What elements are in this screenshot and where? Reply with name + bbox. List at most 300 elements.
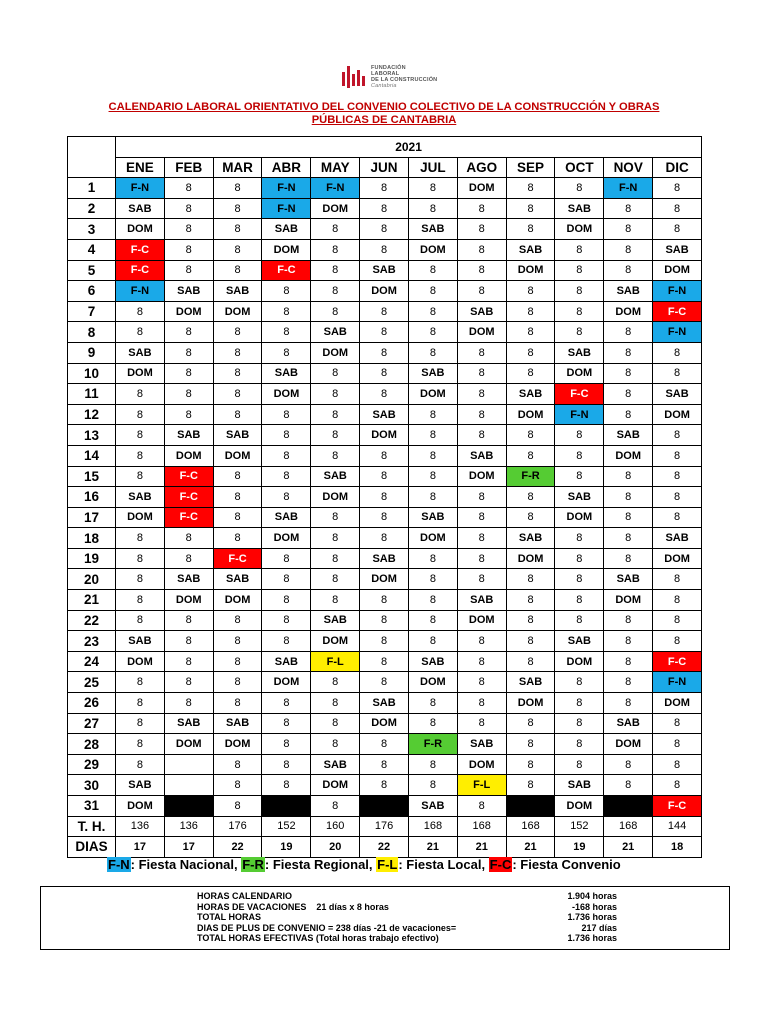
day-cell: 8 <box>408 548 457 569</box>
day-cell: 8 <box>457 219 506 240</box>
day-cell: 8 <box>506 713 555 734</box>
day-cell: DOM <box>408 672 457 693</box>
day-cell: 8 <box>604 672 653 693</box>
day-cell: 8 <box>408 754 457 775</box>
day-row <box>68 734 702 755</box>
day-cell: 8 <box>262 425 311 446</box>
day-cell: 8 <box>653 445 702 466</box>
day-cell: 8 <box>457 487 506 508</box>
day-cell: F-N <box>262 198 311 219</box>
day-row <box>68 548 702 569</box>
day-cell: 8 <box>506 487 555 508</box>
day-cell: 8 <box>213 651 262 672</box>
day-cell: F-C <box>116 260 165 281</box>
total-hours-row-value: 168 <box>604 816 653 837</box>
day-cell: 8 <box>604 775 653 796</box>
day-cell: 8 <box>457 507 506 528</box>
day-cell: 8 <box>116 610 165 631</box>
day-cell: SAB <box>506 239 555 260</box>
day-cell: 8 <box>506 754 555 775</box>
day-cell: 8 <box>604 631 653 652</box>
legend-code-f-c: F-C <box>489 857 512 872</box>
day-cell: F-C <box>164 487 213 508</box>
day-cell: 8 <box>408 198 457 219</box>
day-cell: 8 <box>457 672 506 693</box>
logo-line-4: Cantabria <box>371 83 397 89</box>
month-header-abr: ABR <box>262 157 311 178</box>
month-header-oct: OCT <box>555 157 604 178</box>
day-cell: 8 <box>506 507 555 528</box>
day-cell: 8 <box>213 610 262 631</box>
legend <box>107 857 621 872</box>
day-cell: F-N <box>653 672 702 693</box>
legend-code-f-r: F-R <box>242 857 264 872</box>
day-cell: 8 <box>506 425 555 446</box>
day-cell: 8 <box>604 466 653 487</box>
day-cell: 8 <box>213 404 262 425</box>
day-cell: 8 <box>311 445 360 466</box>
day-cell: 8 <box>506 445 555 466</box>
title-line-2: PÚBLICAS DE CANTABRIA <box>311 114 457 126</box>
day-cell: 8 <box>213 342 262 363</box>
day-cell: 8 <box>164 651 213 672</box>
month-header-nov: NOV <box>604 157 653 178</box>
day-cell: SAB <box>360 404 409 425</box>
day-cell: 8 <box>116 734 165 755</box>
day-cell: 8 <box>164 363 213 384</box>
day-cell: 8 <box>604 754 653 775</box>
day-cell: 8 <box>555 528 604 549</box>
day-cell: 8 <box>604 239 653 260</box>
day-row <box>68 404 702 425</box>
day-cell: 8 <box>164 672 213 693</box>
day-row <box>68 198 702 219</box>
day-row <box>68 322 702 343</box>
work-days-row-value: 17 <box>116 837 165 858</box>
total-hours-row-value: 136 <box>116 816 165 837</box>
day-cell: F-C <box>653 651 702 672</box>
work-days-row-value: 20 <box>311 837 360 858</box>
logo-line-1: FUNDACIÓN <box>371 65 406 71</box>
day-cell: 8 <box>164 404 213 425</box>
day-cell: 8 <box>457 631 506 652</box>
day-cell: F-N <box>116 281 165 302</box>
month-header-ago: AGO <box>457 157 506 178</box>
day-cell: 8 <box>555 466 604 487</box>
day-cell: 8 <box>408 466 457 487</box>
day-cell: DOM <box>311 342 360 363</box>
nonexistent-day-cell <box>262 796 311 817</box>
day-cell: 8 <box>164 384 213 405</box>
day-number: 4 <box>68 239 116 260</box>
day-cell: 8 <box>213 239 262 260</box>
day-cell: 8 <box>555 693 604 714</box>
day-cell: F-L <box>457 775 506 796</box>
day-cell: DOM <box>116 363 165 384</box>
day-cell: 8 <box>408 301 457 322</box>
day-cell: DOM <box>653 693 702 714</box>
day-cell: 8 <box>213 178 262 199</box>
day-cell: 8 <box>457 425 506 446</box>
day-number: 14 <box>68 445 116 466</box>
day-cell: DOM <box>311 198 360 219</box>
day-cell: 8 <box>164 693 213 714</box>
day-cell: 8 <box>408 342 457 363</box>
day-cell: 8 <box>311 425 360 446</box>
day-cell: 8 <box>408 713 457 734</box>
legend-code-f-l: F-L <box>377 857 398 872</box>
day-cell: 8 <box>408 693 457 714</box>
nonexistent-day-cell <box>360 796 409 817</box>
day-cell: 8 <box>360 466 409 487</box>
day-cell: 8 <box>360 775 409 796</box>
day-row <box>68 466 702 487</box>
day-cell: 8 <box>360 342 409 363</box>
day-cell: 8 <box>311 363 360 384</box>
day-cell: 8 <box>213 796 262 817</box>
day-cell: 8 <box>555 425 604 446</box>
day-cell: DOM <box>360 425 409 446</box>
day-cell: 8 <box>653 219 702 240</box>
day-cell: SAB <box>164 713 213 734</box>
day-row <box>68 260 702 281</box>
day-cell: 8 <box>213 487 262 508</box>
day-cell: SAB <box>262 219 311 240</box>
total-hours-row <box>68 816 702 837</box>
day-row <box>68 507 702 528</box>
day-cell: DOM <box>164 301 213 322</box>
day-cell: 8 <box>555 239 604 260</box>
day-number: 6 <box>68 281 116 302</box>
day-cell: DOM <box>116 219 165 240</box>
logo-text <box>371 65 437 89</box>
day-cell: 8 <box>457 198 506 219</box>
day-cell: SAB <box>555 487 604 508</box>
day-cell <box>164 754 213 775</box>
work-days-row-value: 19 <box>262 837 311 858</box>
day-cell: 8 <box>311 260 360 281</box>
day-cell: SAB <box>213 569 262 590</box>
day-cell: 8 <box>506 631 555 652</box>
day-cell: DOM <box>311 775 360 796</box>
day-cell: DOM <box>555 363 604 384</box>
day-row <box>68 425 702 446</box>
day-cell: DOM <box>653 404 702 425</box>
day-row <box>68 178 702 199</box>
year-row <box>68 137 702 158</box>
day-row <box>68 610 702 631</box>
month-header-sep: SEP <box>506 157 555 178</box>
day-cell: 8 <box>213 507 262 528</box>
day-cell: DOM <box>213 734 262 755</box>
day-cell: F-C <box>116 239 165 260</box>
day-cell: DOM <box>262 239 311 260</box>
day-cell: 8 <box>555 610 604 631</box>
day-cell: DOM <box>262 672 311 693</box>
legend-description: : Fiesta Nacional, <box>130 857 242 872</box>
day-cell: F-N <box>311 178 360 199</box>
day-cell: 8 <box>506 301 555 322</box>
day-number: 25 <box>68 672 116 693</box>
day-cell: 8 <box>604 507 653 528</box>
day-row <box>68 590 702 611</box>
day-row <box>68 487 702 508</box>
day-cell: 8 <box>360 672 409 693</box>
day-cell: SAB <box>262 363 311 384</box>
day-cell: 8 <box>604 487 653 508</box>
day-cell: SAB <box>604 713 653 734</box>
work-days-row-value: 21 <box>506 837 555 858</box>
day-cell: DOM <box>311 487 360 508</box>
day-cell: 8 <box>360 363 409 384</box>
legend-description: : Fiesta Convenio <box>512 857 621 872</box>
day-cell: DOM <box>457 178 506 199</box>
summary-value: 1.904 horas <box>567 891 617 901</box>
day-number: 28 <box>68 734 116 755</box>
day-cell: F-C <box>164 507 213 528</box>
total-hours-row-value: 168 <box>457 816 506 837</box>
day-cell: 8 <box>506 734 555 755</box>
day-cell: 8 <box>213 322 262 343</box>
day-cell: 8 <box>311 734 360 755</box>
day-cell: 8 <box>555 754 604 775</box>
day-cell: 8 <box>311 239 360 260</box>
day-cell: 8 <box>604 693 653 714</box>
day-cell: 8 <box>457 363 506 384</box>
day-cell: SAB <box>604 569 653 590</box>
logo-line-3: DE LA CONSTRUCCIÓN <box>371 77 438 83</box>
day-number: 22 <box>68 610 116 631</box>
total-hours-row-value: 176 <box>213 816 262 837</box>
day-cell: 8 <box>604 342 653 363</box>
day-cell: SAB <box>311 610 360 631</box>
day-cell: DOM <box>116 796 165 817</box>
day-cell: 8 <box>408 260 457 281</box>
day-cell: F-C <box>262 260 311 281</box>
day-cell: 8 <box>311 404 360 425</box>
day-cell: DOM <box>213 301 262 322</box>
day-cell: SAB <box>653 384 702 405</box>
day-cell: 8 <box>653 487 702 508</box>
day-cell: DOM <box>555 796 604 817</box>
day-cell: DOM <box>164 734 213 755</box>
day-cell: F-R <box>506 466 555 487</box>
day-cell: 8 <box>653 569 702 590</box>
day-cell: 8 <box>653 198 702 219</box>
day-cell: 8 <box>116 445 165 466</box>
day-row <box>68 281 702 302</box>
day-cell: 8 <box>311 672 360 693</box>
day-cell: F-L <box>311 651 360 672</box>
day-cell: 8 <box>653 507 702 528</box>
day-number: 3 <box>68 219 116 240</box>
day-cell: 8 <box>408 445 457 466</box>
total-hours-row-value: 136 <box>164 816 213 837</box>
day-cell: F-C <box>653 796 702 817</box>
day-cell: 8 <box>262 590 311 611</box>
day-cell: 8 <box>116 404 165 425</box>
day-number: 21 <box>68 590 116 611</box>
day-cell: 8 <box>555 260 604 281</box>
month-header-jun: JUN <box>360 157 409 178</box>
work-days-row-value: 22 <box>213 837 262 858</box>
day-cell: 8 <box>213 528 262 549</box>
day-cell: DOM <box>555 507 604 528</box>
day-cell: DOM <box>360 713 409 734</box>
day-cell: 8 <box>408 178 457 199</box>
day-cell: 8 <box>311 796 360 817</box>
day-row <box>68 528 702 549</box>
day-cell: SAB <box>457 590 506 611</box>
day-cell: F-C <box>213 548 262 569</box>
day-cell: DOM <box>604 445 653 466</box>
day-cell: 8 <box>360 178 409 199</box>
day-cell: 8 <box>408 590 457 611</box>
day-cell: 8 <box>360 734 409 755</box>
day-cell: 8 <box>262 466 311 487</box>
day-cell: DOM <box>653 548 702 569</box>
day-cell: 8 <box>408 322 457 343</box>
day-number: 2 <box>68 198 116 219</box>
day-cell: 8 <box>604 219 653 240</box>
legend-code-f-n: F-N <box>108 857 130 872</box>
day-cell: DOM <box>604 590 653 611</box>
day-cell: 8 <box>360 754 409 775</box>
day-cell: 8 <box>311 281 360 302</box>
day-number: 24 <box>68 651 116 672</box>
day-cell: SAB <box>408 363 457 384</box>
day-cell: SAB <box>116 487 165 508</box>
day-cell: 8 <box>262 754 311 775</box>
work-days-row-value: 21 <box>408 837 457 858</box>
day-cell: 8 <box>604 260 653 281</box>
day-cell: 8 <box>408 631 457 652</box>
day-cell: 8 <box>213 672 262 693</box>
day-cell: 8 <box>506 342 555 363</box>
day-cell: 8 <box>653 631 702 652</box>
day-row <box>68 796 702 817</box>
month-header-jul: JUL <box>408 157 457 178</box>
day-cell: SAB <box>408 219 457 240</box>
day-cell: 8 <box>311 569 360 590</box>
day-cell: 8 <box>262 631 311 652</box>
day-cell: 8 <box>653 466 702 487</box>
day-cell: 8 <box>555 713 604 734</box>
day-row <box>68 363 702 384</box>
day-cell: DOM <box>604 734 653 755</box>
day-cell: 8 <box>653 610 702 631</box>
day-cell: SAB <box>164 569 213 590</box>
day-cell: 8 <box>604 384 653 405</box>
day-cell: 8 <box>360 487 409 508</box>
day-cell: SAB <box>604 281 653 302</box>
day-row <box>68 775 702 796</box>
day-cell: 8 <box>408 425 457 446</box>
day-cell: 8 <box>360 590 409 611</box>
day-cell: SAB <box>213 713 262 734</box>
day-cell: SAB <box>555 198 604 219</box>
day-cell: 8 <box>213 384 262 405</box>
day-cell: F-C <box>164 466 213 487</box>
day-cell: 8 <box>653 590 702 611</box>
day-cell: 8 <box>116 672 165 693</box>
day-number: 5 <box>68 260 116 281</box>
day-cell: 8 <box>360 528 409 549</box>
day-cell: SAB <box>360 548 409 569</box>
day-cell: 8 <box>506 281 555 302</box>
day-cell: 8 <box>653 178 702 199</box>
work-days-row-label: DIAS <box>68 837 116 858</box>
day-cell: 8 <box>555 734 604 755</box>
day-cell: SAB <box>457 445 506 466</box>
day-row <box>68 301 702 322</box>
day-cell: SAB <box>116 775 165 796</box>
day-number: 31 <box>68 796 116 817</box>
day-cell: 8 <box>116 301 165 322</box>
day-cell: 8 <box>555 301 604 322</box>
day-cell: DOM <box>164 590 213 611</box>
month-header-ene: ENE <box>116 157 165 178</box>
day-cell: 8 <box>555 569 604 590</box>
day-cell: SAB <box>164 425 213 446</box>
day-cell: 8 <box>604 651 653 672</box>
day-cell: 8 <box>311 693 360 714</box>
hours-summary-box <box>40 886 730 950</box>
day-cell: SAB <box>116 342 165 363</box>
work-days-row-value: 19 <box>555 837 604 858</box>
total-hours-row-value: 160 <box>311 816 360 837</box>
day-cell: SAB <box>555 775 604 796</box>
months-header-row <box>68 157 702 178</box>
summary-label: HORAS CALENDARIO <box>197 891 293 901</box>
day-cell: DOM <box>116 651 165 672</box>
day-cell: SAB <box>506 528 555 549</box>
day-row <box>68 713 702 734</box>
day-cell: SAB <box>506 672 555 693</box>
day-cell: SAB <box>116 631 165 652</box>
day-cell: 8 <box>360 239 409 260</box>
month-header-feb: FEB <box>164 157 213 178</box>
day-cell: 8 <box>360 631 409 652</box>
day-cell: SAB <box>506 384 555 405</box>
day-cell: 8 <box>311 507 360 528</box>
day-cell: 8 <box>213 754 262 775</box>
day-cell: 8 <box>360 198 409 219</box>
day-number: 10 <box>68 363 116 384</box>
day-cell: 8 <box>213 198 262 219</box>
day-number: 19 <box>68 548 116 569</box>
day-cell: 8 <box>116 548 165 569</box>
summary-label: DIAS DE PLUS DE CONVENIO = 238 días -21 de vacaciones= <box>197 922 457 933</box>
day-cell: 8 <box>311 301 360 322</box>
day-cell: 8 <box>555 445 604 466</box>
day-number: 26 <box>68 693 116 714</box>
day-cell: F-N <box>653 281 702 302</box>
day-cell: 8 <box>311 384 360 405</box>
day-cell: 8 <box>262 342 311 363</box>
day-cell: 8 <box>653 713 702 734</box>
day-cell: 8 <box>457 713 506 734</box>
day-number: 12 <box>68 404 116 425</box>
day-cell: F-N <box>653 322 702 343</box>
logo-line-2: LABORAL <box>371 71 400 77</box>
day-row <box>68 631 702 652</box>
day-cell: 8 <box>408 281 457 302</box>
day-cell: 8 <box>164 322 213 343</box>
day-cell: 8 <box>213 219 262 240</box>
day-cell: DOM <box>457 754 506 775</box>
day-cell: SAB <box>311 754 360 775</box>
